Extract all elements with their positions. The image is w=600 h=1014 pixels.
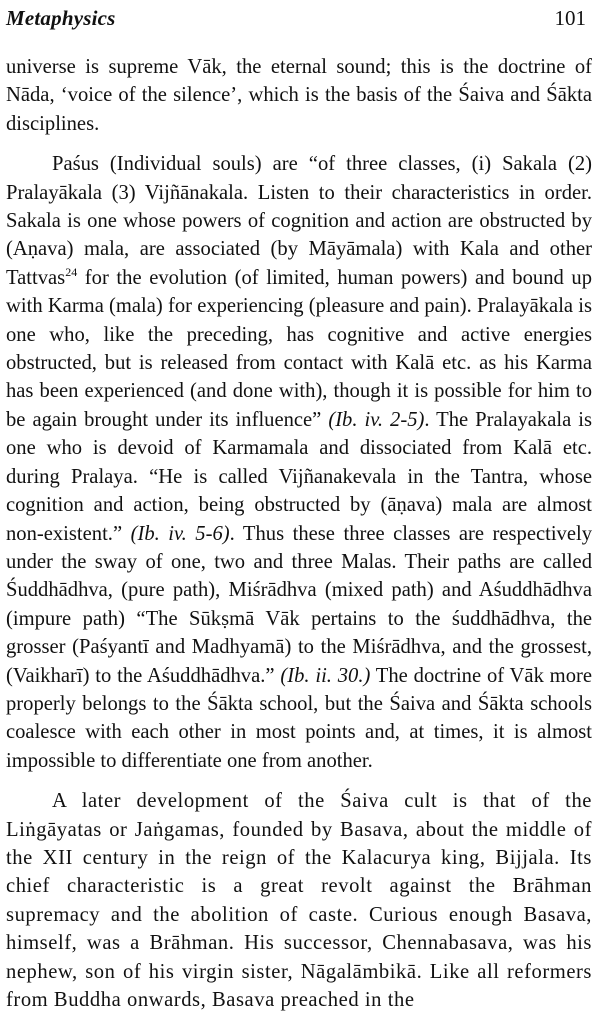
paragraph-text: Paśus (Individual souls) are “of three classes, (i) Sakala (2) Pralayākala (3) Vijñānakala. Listen to their characteristics in order. Sakala is one whose powers of cognition and action are obstructed by (Aṇava) mala, are associated (by Māyāmala) with Kala and other Tattvas [6,153,592,289]
paragraph-text: A later development of the Śaiva cult is that of the Liṅgāyatas or Jaṅgamas, founded by Basava, about the middle of the XII century in the reign of the Kalacurya king, Bijjala. Its chief characteristic is a great revolt against the Brāhman supremacy and the abolition of caste. Curious enough Basava, himself, was a Brāhman. His successor, Chennabasava, was his nephew, son of his virgin sister, Nāgalāmbikā. Like all reformers from Buddha onwards, Basava preached in the [6,790,592,1011]
body-text [6,53,592,1014]
footnote-reference: 24 [65,264,78,279]
paragraph-text: The doctrine of Vāk more properly belongs to the Śākta school, but the Śaiva and Śākta schools coalesce with each other in most points and, at times, it is almost impossible to differentiate one from another. [6,664,592,772]
paragraph-lingayatas [6,787,592,1014]
page-number: 101 [554,6,586,30]
running-title: Metaphysics [6,6,116,30]
citation: (Ib. iv. 2-5) [328,408,425,431]
paragraph-text: . The Pralayakala is one who is devoid of Karmamala and dissociated from Kalā etc. during Pralaya. “He is called Vijñanakevala in the Tantra, whose cognition and action, being obstructed by (āṇava) mala are almost non-existent.” [6,408,592,545]
citation: (Ib. iv. 5-6) [130,522,230,545]
running-header [6,0,592,40]
paragraph-text: . Thus these three classes are respectively under the sway of one, two and three Malas. Their paths are called Śuddhādhva, (pure path), Miśrādhva (mixed path) and Aśuddhādhva (impure path) “The Sūkṣmā Vāk pertains to the śuddhādhva, the grosser (Paśyantī and Madhyamā) to the Miśrādhva, and the grossest, (Vaikharī) to the Aśuddhādhva.” [6,522,593,687]
citation: (Ib. ii. 30.) [280,664,371,687]
paragraph-pasus [6,150,592,775]
paragraph-continuation [6,53,592,138]
paragraph-text: for the evolution (of limited, human powers) and bound up with Karma (mala) for experiencing (pleasure and pain). Pralayākala is one who, like the preceding, has cognitive and active energies obstructed, but is released from contact with Kalā etc. as his Karma has been experienced (and done with), though it is possible for him to be again brought under its influence” [6,266,592,431]
paragraph-text: universe is supreme Vāk, the eternal sound; this is the doctrine of Nāda, ‘voice of the silence’, which is the basis of the Śaiva and Śākta disciplines. [6,56,592,135]
